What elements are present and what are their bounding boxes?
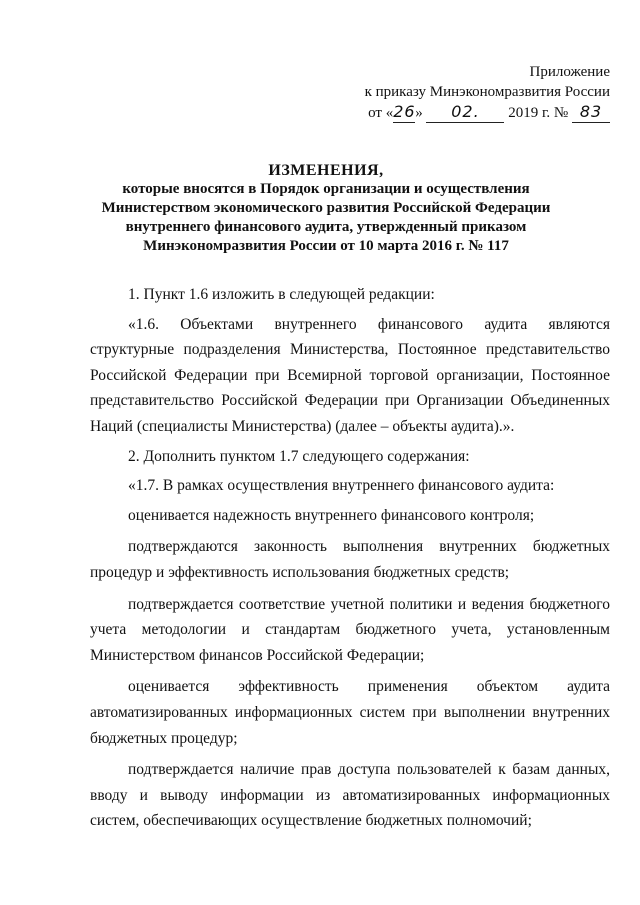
- appendix-label: Приложение: [529, 64, 610, 80]
- handwritten-day: 26: [393, 102, 416, 121]
- paragraph-1-6: «1.6. Объектами внутреннего финансового аудита являются структурные подразделения Министерства, Постоянное представительство Российской Федерации при Всемирной торговой организации, Постоянное представительство Российской Федерации при Организации Объединенных Наций (специалисты Министерства) (далее – объекты аудита).».: [90, 315, 610, 435]
- handwritten-order-number: 83: [572, 102, 610, 123]
- title-line-4: Минэкономразвития России от 10 марта 2016 г. № 117: [143, 238, 509, 254]
- paragraph-item-2: 2. Дополнить пунктом 1.7 следующего содержания:: [128, 447, 470, 465]
- date-year: 2019 г. №: [508, 105, 569, 121]
- paragraph-access-rights: подтверждается наличие прав доступа пользователей к базам данных, вводу и выводу информации из автоматизированных информационных систем, обеспечивающих осуществление бюджетных полномочий;: [90, 761, 610, 830]
- handwritten-month: 02.: [426, 102, 504, 123]
- title-heading: ИЗМЕНЕНИЯ,: [268, 162, 384, 179]
- paragraph-information-systems: оценивается эффективность применения объектом аудита автоматизированных информационных систем при выполнении внутренних бюджетных процедур;: [90, 678, 610, 747]
- document-title: [80, 161, 572, 256]
- document-body: [90, 282, 610, 834]
- title-line-2: Министерством экономического развития Российской Федерации: [101, 200, 551, 216]
- paragraph-1-7: «1.7. В рамках осуществления внутреннего финансового аудита:: [128, 477, 555, 495]
- title-line-3: внутреннего финансового аудита, утвержденный приказом: [125, 219, 527, 235]
- appendix-header: [365, 62, 610, 123]
- date-quote: »: [415, 105, 423, 121]
- date-prefix: от «: [368, 105, 394, 121]
- paragraph-item-1: 1. Пункт 1.6 изложить в следующей редакции:: [128, 286, 435, 303]
- title-line-1: которые вносятся в Порядок организации и осуществления: [122, 181, 530, 197]
- paragraph-reliability: оценивается надежность внутреннего финансового контроля;: [128, 506, 535, 524]
- appendix-order-ref: к приказу Минэкономразвития России: [364, 84, 610, 100]
- appendix-date-line: [365, 102, 610, 123]
- paragraph-accounting-policy: подтверждается соответствие учетной политики и ведения бюджетного учета методологии и стандартам бюджетного учета, установленным Министерством финансов Российской Федерации;: [90, 595, 610, 664]
- paragraph-legality: подтверждаются законность выполнения внутренних бюджетных процедур и эффективность использования бюджетных средств;: [90, 538, 610, 581]
